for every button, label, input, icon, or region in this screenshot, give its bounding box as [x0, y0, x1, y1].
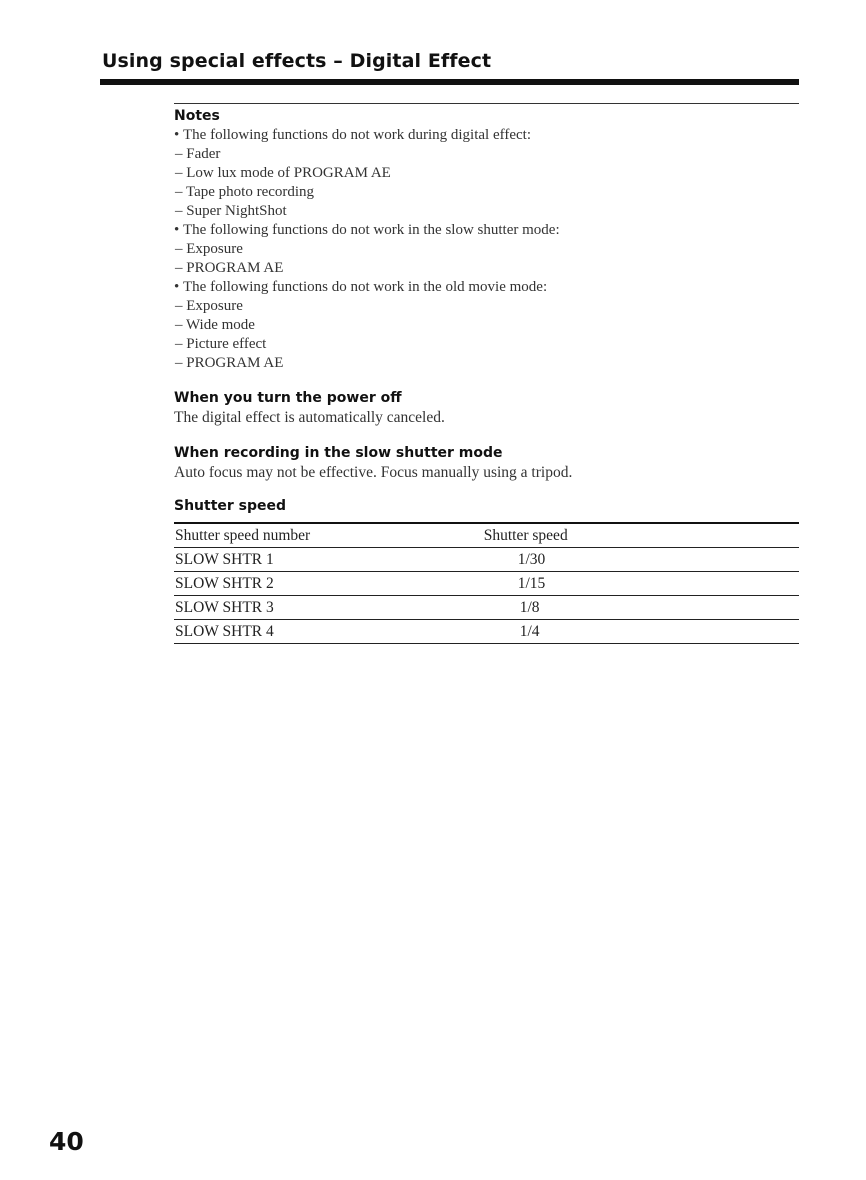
shutter-number-cell: SLOW SHTR 2 — [174, 572, 483, 596]
note-subitem: – Fader — [175, 146, 221, 162]
note-text: The following functions do not work in the old movie mode: — [183, 279, 548, 295]
note-subitem: – Picture effect — [175, 336, 267, 352]
shutter-number-cell: SLOW SHTR 3 — [174, 596, 483, 620]
note-subitem: – Tape photo recording — [175, 184, 315, 200]
content — [174, 103, 799, 644]
notes-rule — [174, 103, 799, 104]
note-subitem: – Wide mode — [175, 317, 255, 333]
shutter-speed-table — [174, 522, 799, 644]
shutter-number-cell: SLOW SHTR 1 — [174, 548, 483, 572]
bullet-icon: • — [174, 279, 180, 295]
shutter-speed-title: Shutter speed — [174, 498, 287, 514]
slow-shutter-text: Auto focus may not be effective. Focus manually using a tripod. — [174, 464, 573, 481]
power-off-title: When you turn the power off — [174, 390, 402, 406]
bullet-icon: • — [174, 222, 180, 238]
table-row — [174, 548, 799, 572]
note-subitem: – Exposure — [175, 298, 243, 314]
shutter-number-cell: SLOW SHTR 4 — [174, 620, 483, 644]
shutter-speed-cell: 1/8 — [483, 596, 799, 620]
note-item — [174, 221, 799, 240]
note-item — [174, 278, 799, 297]
heading-rule — [100, 79, 799, 85]
table-header-row — [174, 523, 799, 548]
note-text: The following functions do not work during digital effect: — [183, 127, 531, 143]
notes-list — [174, 126, 799, 373]
shutter-speed-cell: 1/30 — [483, 548, 799, 572]
table-row — [174, 620, 799, 644]
notes-title: Notes — [174, 108, 220, 124]
note-text: The following functions do not work in the slow shutter mode: — [183, 222, 560, 238]
page-number: 40 — [49, 1127, 84, 1156]
slow-shutter-title: When recording in the slow shutter mode — [174, 445, 503, 461]
table-row — [174, 596, 799, 620]
table-row — [174, 572, 799, 596]
shutter-speed-cell: 1/15 — [483, 572, 799, 596]
column-header-speed: Shutter speed — [483, 523, 799, 548]
column-header-number: Shutter speed number — [174, 523, 483, 548]
shutter-speed-cell: 1/4 — [483, 620, 799, 644]
page-title: Using special effects – Digital Effect — [102, 50, 492, 72]
note-subitem: – Super NightShot — [175, 203, 287, 219]
note-subitem: – Low lux mode of PROGRAM AE — [175, 165, 391, 181]
note-item — [174, 126, 799, 145]
bullet-icon: • — [174, 127, 180, 143]
note-subitem: – PROGRAM AE — [175, 260, 284, 276]
note-subitem: – Exposure — [175, 241, 243, 257]
note-subitem: – PROGRAM AE — [175, 355, 284, 371]
power-off-text: The digital effect is automatically canceled. — [174, 409, 445, 426]
